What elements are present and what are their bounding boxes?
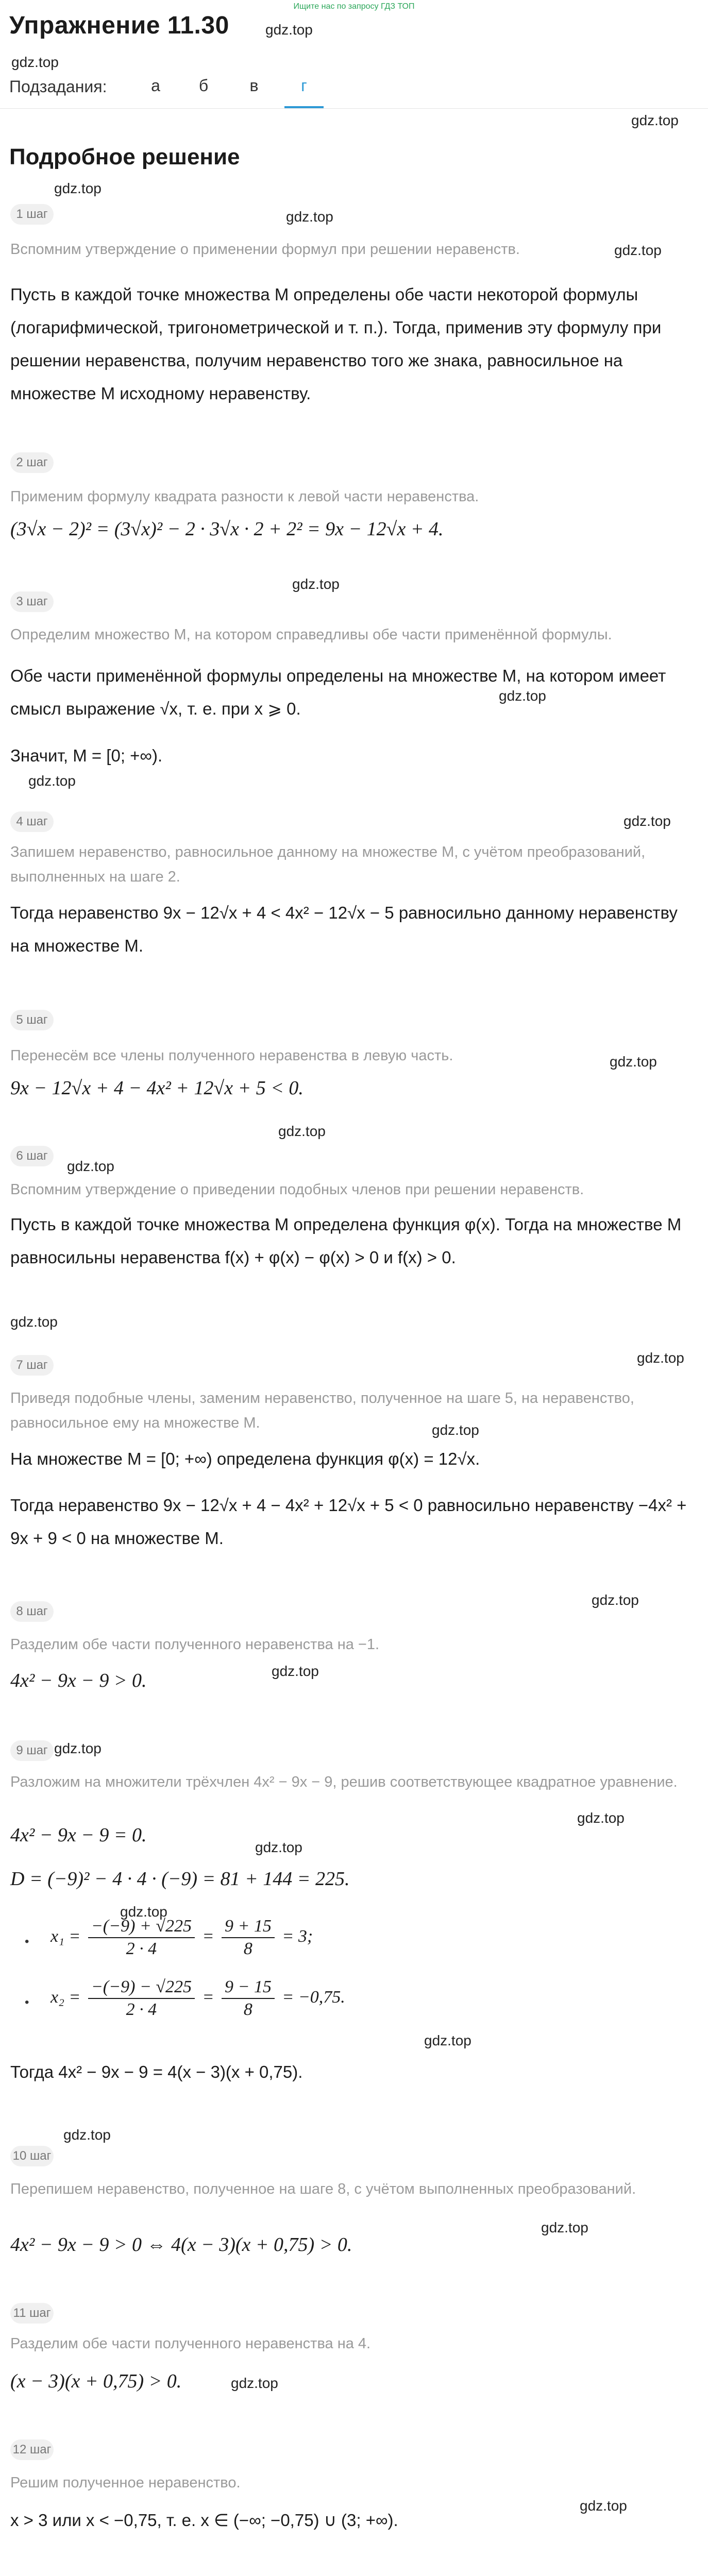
step-badge: 12 шаг <box>10 2439 54 2460</box>
step-text: Тогда 4x² − 9x − 9 = 4(x − 3)(x + 0,75). <box>10 2062 303 2081</box>
watermark: gdz.top <box>577 1810 625 1826</box>
watermark: gdz.top <box>120 1904 167 1920</box>
step-hint: Разделим обе части полученного неравенства на −1. <box>10 1636 380 1653</box>
top-banner[interactable]: Ищите нас по запросу ГДЗ ТОП <box>293 2 415 11</box>
page-title: Упражнение 11.30 <box>9 12 229 39</box>
watermark: gdz.top <box>54 180 102 196</box>
step-badge: 7 шаг <box>10 1355 54 1376</box>
watermark: gdz.top <box>11 54 59 70</box>
watermark: gdz.top <box>63 2127 111 2143</box>
watermark: gdz.top <box>631 112 679 128</box>
step-formula: 4x² − 9x − 9 > 0 ⇔ 4(x − 3)(x + 0,75) > 0. <box>10 2234 352 2256</box>
watermark: gdz.top <box>499 688 546 704</box>
watermark: gdz.top <box>614 242 662 258</box>
step-badge: 9 шаг <box>10 1740 54 1761</box>
step-badge: 10 шаг <box>10 2146 54 2166</box>
step-badge: 3 шаг <box>10 591 54 612</box>
step-formula: 4x² − 9x − 9 > 0. <box>10 1670 147 1691</box>
tabs-divider <box>0 108 708 109</box>
step-hint: Разложим на множители трёхчлен 4x² − 9x − 9, решив соответствующее квадратное уравнение. <box>10 1774 678 1790</box>
watermark: gdz.top <box>272 1663 319 1679</box>
tab-a[interactable]: а <box>151 76 160 95</box>
watermark: gdz.top <box>28 773 76 789</box>
step-hint: Вспомним утверждение о приведении подобных членов при решении неравенств. <box>10 1181 584 1198</box>
solution-title: Подробное решение <box>9 144 240 170</box>
watermark: gdz.top <box>623 813 671 829</box>
watermark: gdz.top <box>592 1592 639 1608</box>
tab-g[interactable]: г <box>301 76 307 95</box>
step-text: Пусть в каждой точке множества M определена функция φ(x). Тогда на множестве M равносильны неравенства f(x) + φ(x) − φ(x) > 0 и f(x) > 0. <box>10 1215 682 1267</box>
step-text: На множестве M = [0; +∞) определена функция φ(x) = 12√x. <box>10 1449 480 1468</box>
watermark: gdz.top <box>255 1839 302 1855</box>
watermark: gdz.top <box>541 2219 588 2235</box>
step-hint: Решим полученное неравенство. <box>10 2475 241 2491</box>
watermark: gdz.top <box>292 576 340 592</box>
step-text: Обе части применённой формулы определены на множестве M, на котором имеет смысл выражение √x, т. е. при x ⩾ 0. <box>10 666 666 718</box>
step-text: Пусть в каждой точке множества M определены обе части некоторой формулы (логарифмической, тригонометрической и т. п.). Тогда, применив эту формулу при решении неравенства, получим неравенство того же знака, равносильное на множестве M исходному неравенству. <box>10 285 662 403</box>
step-hint: Запишем неравенство, равносильное данному на множестве M, с учётом преобразований, выполненных на шаге 2. <box>10 844 646 885</box>
step-badge: 8 шаг <box>10 1601 54 1622</box>
tab-v[interactable]: в <box>249 76 259 95</box>
root-x2: x₂ = $\frac{-(-9) - √225}{2 \cdot 4}$ = $\frac{9 - 15}{8}$ = −0,75. <box>50 1977 345 2019</box>
step-text: Тогда неравенство 9x − 12√x + 4 − 4x² + 12√x + 5 < 0 равносильно неравенству −4x² + 9x + 9 < 0 на множестве M. <box>10 1496 687 1548</box>
watermark: gdz.top <box>580 2498 627 2514</box>
step-formula: (x − 3)(x + 0,75) > 0. <box>10 2370 182 2392</box>
step-hint: Разделим обе части полученного неравенства на 4. <box>10 2335 371 2352</box>
bullet: • <box>25 1995 29 2009</box>
watermark: gdz.top <box>278 1123 326 1139</box>
step-formula: 4x² − 9x − 9 = 0. <box>10 1824 147 1846</box>
step-badge: 2 шаг <box>10 452 54 473</box>
step-formula: D = (−9)² − 4 · 4 · (−9) = 81 + 144 = 225. <box>10 1868 350 1890</box>
bullet: • <box>25 1935 29 1948</box>
watermark: gdz.top <box>286 209 333 225</box>
step-text: x > 3 или x < −0,75, т. е. x ∈ (−∞; −0,75) ∪ (3; +∞). <box>10 2511 398 2530</box>
watermark: gdz.top <box>67 1158 114 1174</box>
watermark: gdz.top <box>265 22 313 38</box>
step-hint: Определим множество M, на котором справедливы обе части применённой формулы. <box>10 626 612 643</box>
watermark: gdz.top <box>432 1422 479 1438</box>
step-badge: 4 шаг <box>10 811 54 832</box>
step-badge: 11 шаг <box>10 2303 54 2324</box>
step-formula: 9x − 12√x + 4 − 4x² + 12√x + 5 < 0. <box>10 1077 304 1099</box>
subtasks-label: Подзадания: <box>9 77 107 96</box>
step-hint: Перенесём все члены полученного неравенства в левую часть. <box>10 1047 453 1064</box>
watermark: gdz.top <box>231 2375 278 2391</box>
watermark: gdz.top <box>10 1314 58 1330</box>
step-badge: 6 шаг <box>10 1146 54 1166</box>
watermark: gdz.top <box>610 1054 657 1070</box>
step-hint: Перепишем неравенство, полученное на шаге 8, с учётом выполненных преобразований. <box>10 2181 636 2197</box>
watermark: gdz.top <box>637 1350 684 1366</box>
step-text: Значит, M = [0; +∞). <box>10 746 163 765</box>
step-formula: (3√x − 2)² = (3√x)² − 2 · 3√x · 2 + 2² = 9x − 12√x + 4. <box>10 518 444 540</box>
step-hint: Приведя подобные члены, заменим неравенство, полученное на шаге 5, на неравенство, равносильное ему на множестве M. <box>10 1390 634 1431</box>
watermark: gdz.top <box>424 2032 471 2048</box>
root-x1: x₁ = $\frac{-(-9) + √225}{2 \cdot 4}$ = $\frac{9 + 15}{8}$ = 3; <box>50 1917 313 1958</box>
step-hint: Применим формулу квадрата разности к левой части неравенства. <box>10 488 479 505</box>
step-badge: 5 шаг <box>10 1010 54 1030</box>
step-hint: Вспомним утверждение о применении формул при решении неравенств. <box>10 241 520 258</box>
tab-b[interactable]: б <box>198 76 209 95</box>
step-badge: 1 шаг <box>10 204 54 225</box>
step-text: Тогда неравенство 9x − 12√x + 4 < 4x² − 12√x − 5 равносильно данному неравенству на множестве M. <box>10 903 678 955</box>
watermark: gdz.top <box>54 1740 102 1756</box>
